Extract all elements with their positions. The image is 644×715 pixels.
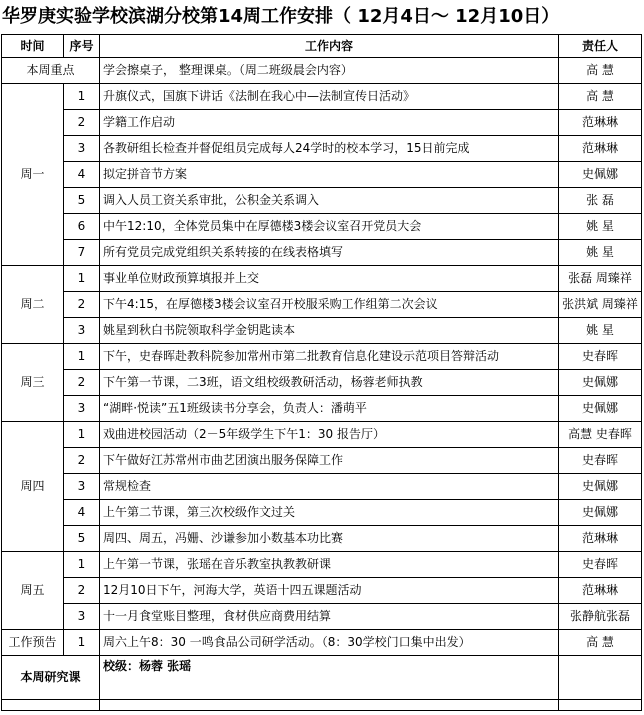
row-person: 张磊 周臻祥 bbox=[559, 266, 642, 292]
row-person: 史佩娜 bbox=[559, 396, 642, 422]
row-content: 中午12:10，全体党员集中在厚德楼3楼会议室召开党员大会 bbox=[100, 214, 559, 240]
row-content: 所有党员完成党组织关系转接的在线表格填写 bbox=[100, 240, 559, 266]
header-person: 责任人 bbox=[559, 35, 642, 58]
row-seq: 3 bbox=[64, 136, 100, 162]
table-row bbox=[2, 448, 642, 474]
row-content: 周六上午8：30 一鸣食品公司研学活动。（8：30学校门口集中出发） bbox=[100, 630, 559, 656]
day-tuesday: 周二 bbox=[2, 266, 64, 344]
row-seq: 2 bbox=[64, 448, 100, 474]
row-content: 下午，史春晖赴教科院参加常州市第二批教育信息化建设示范项目答辩活动 bbox=[100, 344, 559, 370]
empty-cell bbox=[100, 700, 559, 711]
row-seq: 2 bbox=[64, 578, 100, 604]
row-seq: 2 bbox=[64, 110, 100, 136]
row-content: “湖畔·悦读”五1班级读书分享会，负责人：潘萌平 bbox=[100, 396, 559, 422]
row-content: 常规检查 bbox=[100, 474, 559, 500]
research-content: 校级：杨蓉 张瑶 bbox=[100, 656, 559, 700]
row-seq: 1 bbox=[64, 422, 100, 448]
row-content: 下午做好江苏常州市曲艺团演出服务保障工作 bbox=[100, 448, 559, 474]
row-content: 下午第一节课，二3班，语文组校级教研活动，杨蓉老师执教 bbox=[100, 370, 559, 396]
row-content: 周四、周五，冯姗、沙谦参加小数基本功比赛 bbox=[100, 526, 559, 552]
preview-row bbox=[2, 630, 642, 656]
table-row bbox=[2, 422, 642, 448]
row-content: 戏曲进校园活动（2－5年级学生下午1：30 报告厅） bbox=[100, 422, 559, 448]
row-seq: 3 bbox=[64, 396, 100, 422]
row-content: 上午第二节课，第三次校级作文过关 bbox=[100, 500, 559, 526]
table-row bbox=[2, 266, 642, 292]
row-seq: 3 bbox=[64, 474, 100, 500]
table-row bbox=[2, 604, 642, 630]
focus-label: 本周重点 bbox=[2, 58, 100, 84]
day-monday: 周一 bbox=[2, 84, 64, 266]
trailing-empty-row bbox=[2, 700, 642, 711]
row-person: 高慧 史春晖 bbox=[559, 422, 642, 448]
row-person: 史佩娜 bbox=[559, 474, 642, 500]
table-row bbox=[2, 162, 642, 188]
row-person: 高 慧 bbox=[559, 84, 642, 110]
row-content: 调入人员工资关系审批，公积金关系调入 bbox=[100, 188, 559, 214]
table-row bbox=[2, 214, 642, 240]
table-row bbox=[2, 526, 642, 552]
row-seq: 1 bbox=[64, 84, 100, 110]
table-row bbox=[2, 370, 642, 396]
row-person: 范琳琳 bbox=[559, 526, 642, 552]
row-person: 姚 星 bbox=[559, 214, 642, 240]
row-person: 史春晖 bbox=[559, 344, 642, 370]
row-content: 拟定拼音节方案 bbox=[100, 162, 559, 188]
row-seq: 1 bbox=[64, 552, 100, 578]
row-seq: 5 bbox=[64, 526, 100, 552]
row-content: 各教研组长检查并督促组员完成每人24学时的校本学习，15日前完成 bbox=[100, 136, 559, 162]
row-seq: 7 bbox=[64, 240, 100, 266]
table-row bbox=[2, 84, 642, 110]
table-row bbox=[2, 292, 642, 318]
row-seq: 4 bbox=[64, 500, 100, 526]
table-row bbox=[2, 552, 642, 578]
row-seq: 1 bbox=[64, 630, 100, 656]
row-seq: 3 bbox=[64, 604, 100, 630]
row-person: 姚 星 bbox=[559, 318, 642, 344]
day-wednesday: 周三 bbox=[2, 344, 64, 422]
empty-cell bbox=[2, 700, 100, 711]
header-time: 时间 bbox=[2, 35, 64, 58]
empty-cell bbox=[559, 700, 642, 711]
row-person: 史佩娜 bbox=[559, 370, 642, 396]
table-row bbox=[2, 110, 642, 136]
row-person: 张静航张磊 bbox=[559, 604, 642, 630]
row-content: 十一月食堂账目整理，食材供应商费用结算 bbox=[100, 604, 559, 630]
research-person bbox=[559, 656, 642, 700]
row-person: 高 慧 bbox=[559, 630, 642, 656]
row-person: 张洪斌 周臻祥 bbox=[559, 292, 642, 318]
table-row bbox=[2, 188, 642, 214]
row-person: 范琳琳 bbox=[559, 578, 642, 604]
table-row bbox=[2, 240, 642, 266]
row-seq: 5 bbox=[64, 188, 100, 214]
table-row bbox=[2, 344, 642, 370]
header-seq: 序号 bbox=[64, 35, 100, 58]
focus-person: 高 慧 bbox=[559, 58, 642, 84]
row-person: 范琳琳 bbox=[559, 136, 642, 162]
day-thursday: 周四 bbox=[2, 422, 64, 552]
row-person: 史佩娜 bbox=[559, 162, 642, 188]
row-person: 史春晖 bbox=[559, 448, 642, 474]
row-person: 史春晖 bbox=[559, 552, 642, 578]
header-row bbox=[2, 35, 642, 58]
row-seq: 2 bbox=[64, 292, 100, 318]
header-content: 工作内容 bbox=[100, 35, 559, 58]
schedule-table bbox=[1, 34, 642, 711]
row-seq: 1 bbox=[64, 344, 100, 370]
table-row bbox=[2, 136, 642, 162]
row-content: 上午第一节课，张瑶在音乐教室执教教研课 bbox=[100, 552, 559, 578]
table-row bbox=[2, 474, 642, 500]
focus-content: 学会擦桌子， 整理课桌。（周二班级晨会内容） bbox=[100, 58, 559, 84]
row-seq: 3 bbox=[64, 318, 100, 344]
row-seq: 1 bbox=[64, 266, 100, 292]
preview-label: 工作预告 bbox=[2, 630, 64, 656]
row-person: 姚 星 bbox=[559, 240, 642, 266]
table-row bbox=[2, 318, 642, 344]
row-seq: 6 bbox=[64, 214, 100, 240]
table-row bbox=[2, 500, 642, 526]
row-content: 下午4:15，在厚德楼3楼会议室召开校服采购工作组第二次会议 bbox=[100, 292, 559, 318]
research-row bbox=[2, 656, 642, 700]
row-seq: 4 bbox=[64, 162, 100, 188]
row-content: 姚星到秋白书院领取科学金钥匙读本 bbox=[100, 318, 559, 344]
focus-row bbox=[2, 58, 642, 84]
row-content: 12月10日下午，河海大学，英语十四五课题活动 bbox=[100, 578, 559, 604]
research-label: 本周研究课 bbox=[2, 656, 100, 700]
row-content: 升旗仪式，国旗下讲话《法制在我心中—法制宣传日活动》 bbox=[100, 84, 559, 110]
table-row bbox=[2, 396, 642, 422]
row-person: 史佩娜 bbox=[559, 500, 642, 526]
row-content: 学籍工作启动 bbox=[100, 110, 559, 136]
row-person: 张 磊 bbox=[559, 188, 642, 214]
table-row bbox=[2, 578, 642, 604]
page-title: 华罗庚实验学校滨湖分校第14周工作安排（ 12月4日～ 12月10日） bbox=[2, 6, 560, 27]
row-person: 范琳琳 bbox=[559, 110, 642, 136]
day-friday: 周五 bbox=[2, 552, 64, 630]
row-seq: 2 bbox=[64, 370, 100, 396]
row-content: 事业单位财政预算填报并上交 bbox=[100, 266, 559, 292]
